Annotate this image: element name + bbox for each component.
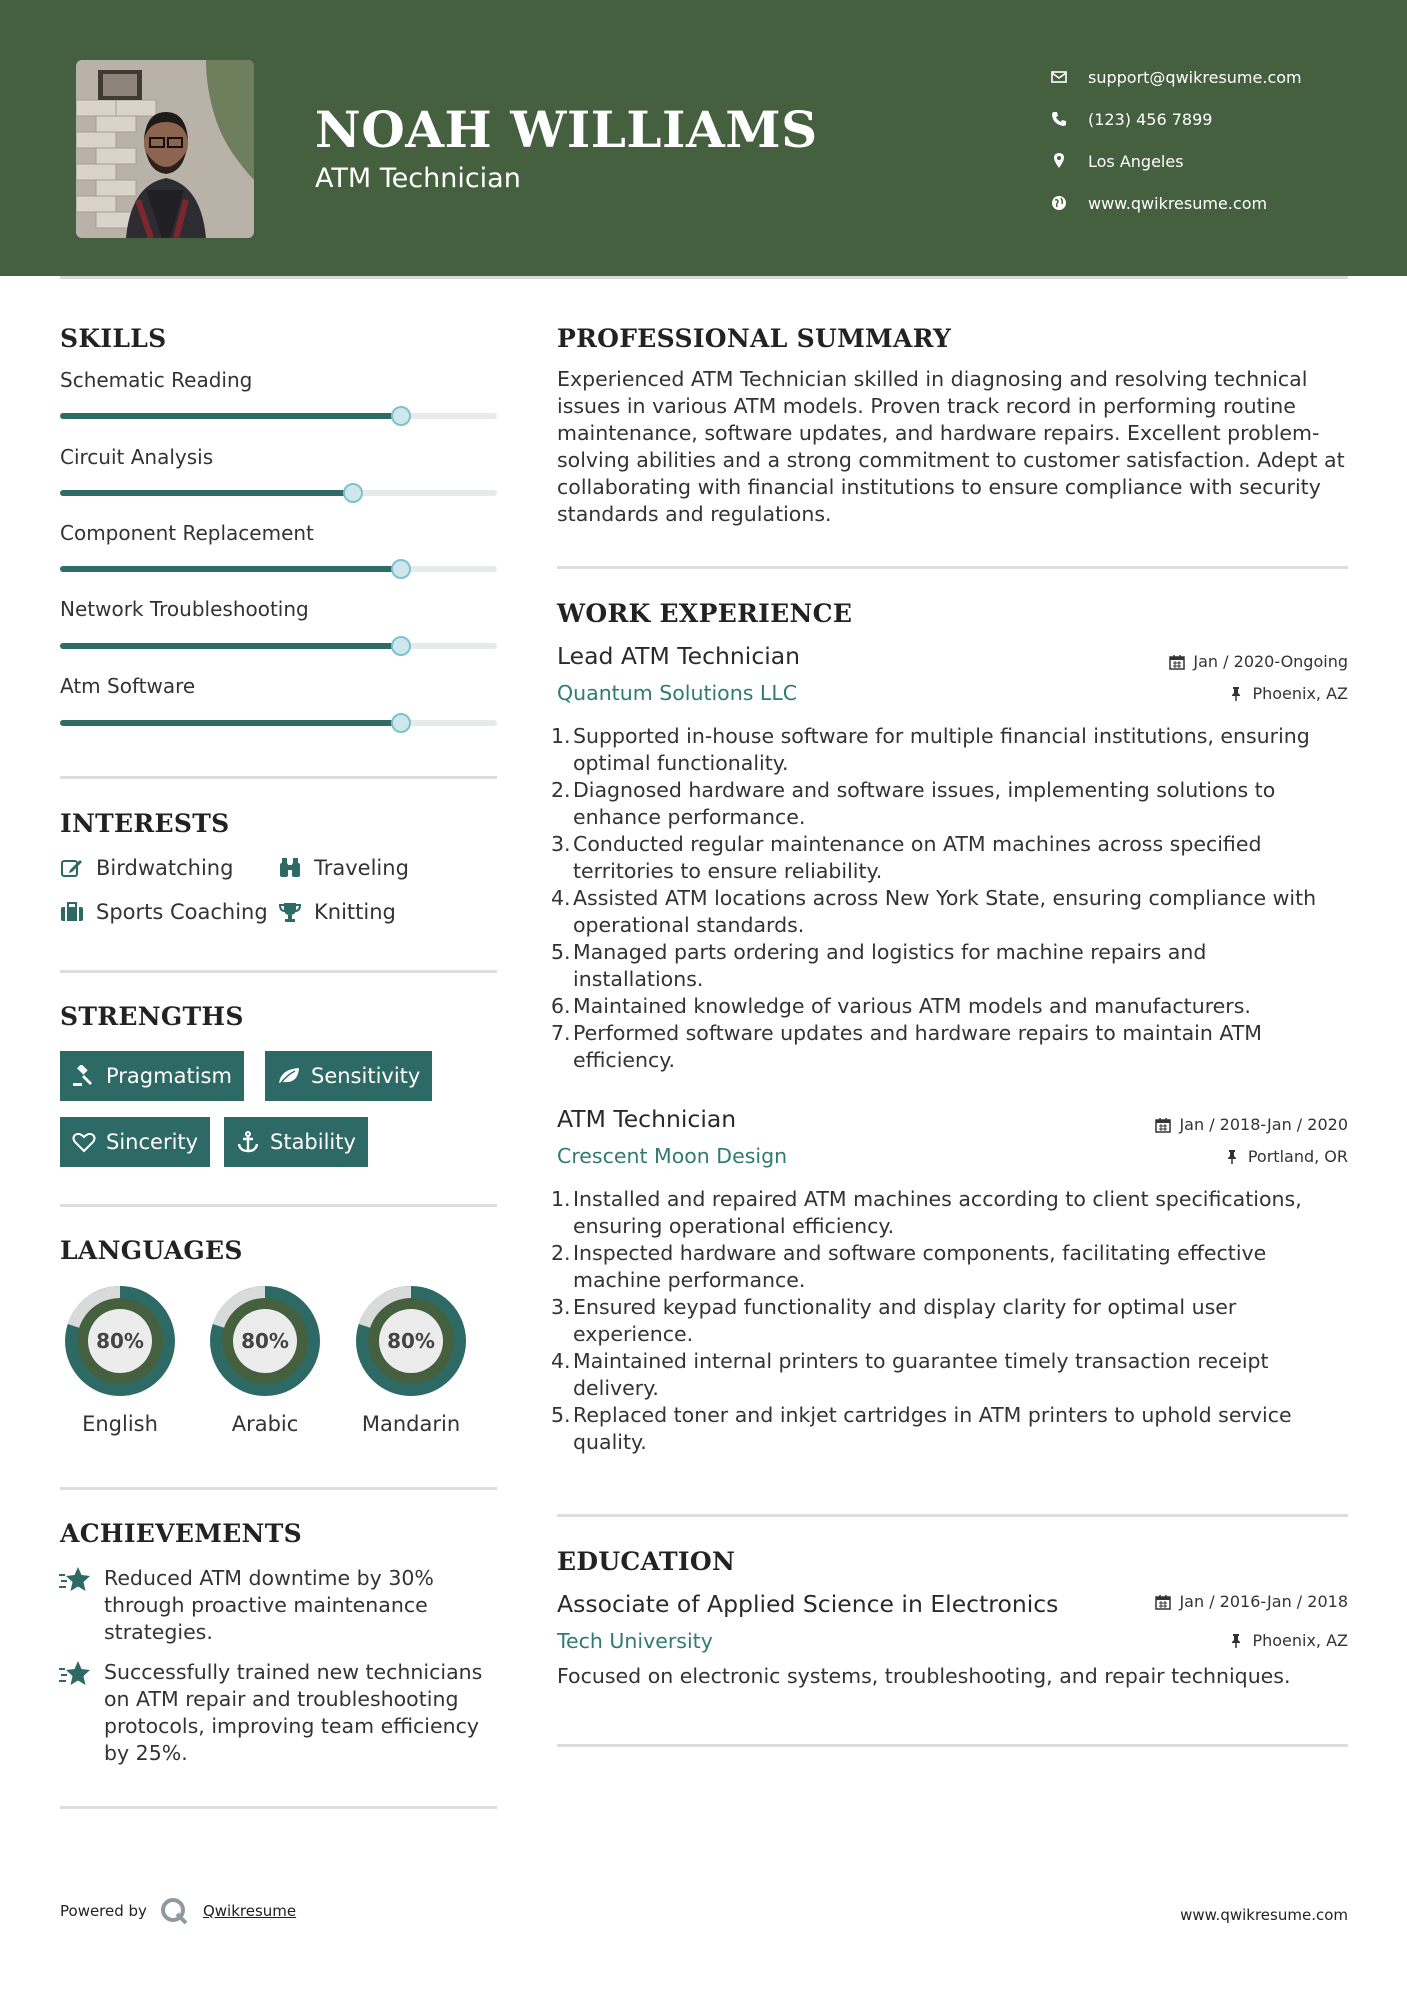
education-date-text: Jan / 2016-Jan / 2018 bbox=[1179, 1592, 1348, 1611]
education-degree: Associate of Applied Science in Electronics bbox=[557, 1590, 1059, 1618]
footer-powered-by bbox=[60, 1896, 296, 1926]
language-name: English bbox=[82, 1412, 158, 1436]
section-divider bbox=[60, 776, 497, 779]
list-item: 2. Inspected hardware and software components, facilitating effective machine performance. bbox=[551, 1240, 1341, 1294]
resume-header bbox=[0, 0, 1407, 276]
star-icon bbox=[58, 1659, 92, 1689]
job-title: ATM Technician bbox=[557, 1105, 737, 1133]
education-school: Tech University bbox=[557, 1629, 713, 1653]
interest-item bbox=[60, 900, 268, 924]
interest-label: Sports Coaching bbox=[96, 900, 268, 924]
contact-location bbox=[1050, 140, 1302, 182]
interest-label: Birdwatching bbox=[96, 856, 234, 880]
contact-email-text: support@qwikresume.com bbox=[1088, 67, 1302, 87]
section-divider bbox=[60, 1487, 497, 1490]
briefcase-icon bbox=[60, 901, 84, 923]
list-item: 3. Conducted regular maintenance on ATM machines across specified territories to ensure reliability. bbox=[551, 831, 1341, 885]
skill-label: Circuit Analysis bbox=[60, 445, 214, 469]
list-item: 4. Maintained internal printers to guarantee timely transaction receipt delivery. bbox=[551, 1348, 1341, 1402]
language-item bbox=[350, 1280, 472, 1436]
list-item: 4. Assisted ATM locations across New York State, ensuring compliance with operational standards. bbox=[551, 885, 1341, 939]
skill-bar-knob bbox=[391, 406, 411, 426]
candidate-title: ATM Technician bbox=[315, 163, 521, 194]
interest-item bbox=[278, 856, 409, 880]
strength-badge bbox=[60, 1051, 244, 1101]
achievement-text: Reduced ATM downtime by 30% through proactive maintenance strategies. bbox=[104, 1566, 434, 1644]
list-item: 5. Managed parts ordering and logistics for machine repairs and installations. bbox=[551, 939, 1341, 993]
skill-label: Network Troubleshooting bbox=[60, 597, 309, 621]
bullet-text: Conducted regular maintenance on ATM machines across specified territories to ensure reliability. bbox=[573, 832, 1262, 883]
strength-label: Stability bbox=[270, 1130, 356, 1154]
interest-item bbox=[60, 856, 233, 880]
qwikresume-link[interactable]: Qwikresume bbox=[202, 1902, 297, 1920]
bullet-text: Supported in-house software for multiple financial institutions, ensuring optimal functionality. bbox=[573, 724, 1310, 775]
strength-badge bbox=[224, 1117, 368, 1167]
strength-label: Sensitivity bbox=[311, 1064, 421, 1088]
skill-bar-fill bbox=[60, 566, 401, 572]
trophy-icon bbox=[278, 901, 302, 923]
skill-bar-knob bbox=[343, 483, 363, 503]
list-item: 1. Installed and repaired ATM machines according to client specifications, ensuring operational efficiency. bbox=[551, 1186, 1341, 1240]
list-item: 7. Performed software updates and hardware repairs to maintain ATM efficiency. bbox=[551, 1020, 1341, 1074]
language-name: Arabic bbox=[231, 1412, 299, 1436]
languages-heading: LANGUAGES bbox=[60, 1236, 243, 1265]
contact-email[interactable] bbox=[1050, 56, 1302, 98]
skill-bar-knob bbox=[391, 559, 411, 579]
job-bullets bbox=[551, 1186, 1341, 1456]
contact-list bbox=[1050, 56, 1302, 224]
achievement-item bbox=[58, 1565, 496, 1646]
achievements-heading: ACHIEVEMENTS bbox=[60, 1519, 302, 1548]
bullet-text: Maintained knowledge of various ATM models and manufacturers. bbox=[573, 994, 1251, 1018]
skills-heading: SKILLS bbox=[60, 324, 167, 353]
interest-label: Traveling bbox=[314, 856, 409, 880]
map-pin-icon bbox=[1050, 152, 1068, 170]
education-description: Focused on electronic systems, troubleshooting, and repair techniques. bbox=[557, 1664, 1291, 1688]
bullet-text: Assisted ATM locations across New York State, ensuring compliance with operational standards. bbox=[573, 886, 1317, 937]
job-company: Crescent Moon Design bbox=[557, 1144, 788, 1168]
language-percent: 80% bbox=[96, 1329, 144, 1353]
summary-text: Experienced ATM Technician skilled in diagnosing and resolving technical issues in various ATM models. Proven track record in performing routine maintenance, software updates, and hardware repairs. Excellent problem-solving abilities and a strong commitment to customer satisfaction. Adept at collaborating with financial institutions to ensure compliance with security standards and regulations. bbox=[557, 367, 1345, 526]
bullet-text: Installed and repaired ATM machines according to client specifications, ensuring operational efficiency. bbox=[573, 1187, 1302, 1238]
list-item: 5. Replaced toner and inkjet cartridges in ATM printers to uphold service quality. bbox=[551, 1402, 1341, 1456]
job-location-text: Portland, OR bbox=[1247, 1147, 1348, 1166]
footer-url[interactable]: www.qwikresume.com bbox=[1180, 1906, 1348, 1924]
bullet-text: Ensured keypad functionality and display clarity for optimal user experience. bbox=[573, 1295, 1237, 1346]
strengths-heading: STRENGTHS bbox=[60, 1002, 244, 1031]
heart-icon bbox=[72, 1131, 96, 1153]
job-date bbox=[1155, 1115, 1348, 1134]
calendar-icon bbox=[1155, 1117, 1171, 1133]
skill-bar-fill bbox=[60, 413, 401, 419]
contact-website[interactable] bbox=[1050, 182, 1302, 224]
achievement-item bbox=[58, 1659, 496, 1767]
list-item: 2. Diagnosed hardware and software issues, implementing solutions to enhance performance. bbox=[551, 777, 1341, 831]
leaf-icon bbox=[277, 1065, 301, 1087]
job-location bbox=[1228, 684, 1348, 703]
globe-icon bbox=[1050, 194, 1068, 212]
bullet-text: Managed parts ordering and logistics for machine repairs and installations. bbox=[573, 940, 1207, 991]
binoculars-icon bbox=[278, 857, 302, 879]
star-icon bbox=[58, 1565, 92, 1595]
pushpin-icon bbox=[1228, 1633, 1244, 1649]
job-date bbox=[1169, 652, 1348, 671]
summary-heading: PROFESSIONAL SUMMARY bbox=[557, 324, 952, 353]
education-date bbox=[1155, 1592, 1348, 1611]
bullet-text: Maintained internal printers to guarantee timely transaction receipt delivery. bbox=[573, 1349, 1269, 1400]
edit-icon bbox=[60, 857, 84, 879]
candidate-name: NOAH WILLIAMS bbox=[315, 100, 818, 159]
calendar-icon bbox=[1169, 654, 1185, 670]
bullet-text: Replaced toner and inkjet cartridges in ATM printers to uphold service quality. bbox=[573, 1403, 1292, 1454]
interest-item bbox=[278, 900, 396, 924]
skill-bar-fill bbox=[60, 643, 401, 649]
achievement-text: Successfully trained new technicians on ATM repair and troubleshooting protocols, improving team efficiency by 25%. bbox=[104, 1660, 483, 1765]
skill-bar-knob bbox=[391, 636, 411, 656]
section-divider bbox=[60, 1204, 497, 1207]
calendar-icon bbox=[1155, 1594, 1171, 1610]
strength-badge bbox=[265, 1051, 432, 1101]
language-item bbox=[59, 1280, 181, 1436]
section-divider bbox=[557, 566, 1348, 569]
job-bullets bbox=[551, 723, 1341, 1074]
gavel-icon bbox=[72, 1065, 96, 1087]
section-divider bbox=[557, 1514, 1348, 1517]
list-item: 6. Maintained knowledge of various ATM models and manufacturers. bbox=[551, 994, 1251, 1018]
section-divider bbox=[60, 1806, 497, 1809]
phone-icon bbox=[1050, 110, 1068, 128]
contact-location-text: Los Angeles bbox=[1088, 151, 1184, 171]
strength-label: Sincerity bbox=[106, 1130, 199, 1154]
language-percent: 80% bbox=[387, 1329, 435, 1353]
section-divider bbox=[60, 970, 497, 973]
skill-label: Atm Software bbox=[60, 674, 196, 698]
header-divider bbox=[60, 276, 1348, 279]
list-item: 1. Supported in-house software for multiple financial institutions, ensuring optimal functionality. bbox=[551, 723, 1341, 777]
contact-phone[interactable] bbox=[1050, 98, 1302, 140]
skill-bar-knob bbox=[391, 713, 411, 733]
bullet-text: Diagnosed hardware and software issues, implementing solutions to enhance performance. bbox=[573, 778, 1276, 829]
skill-label: Component Replacement bbox=[60, 521, 314, 545]
contact-phone-text: (123) 456 7899 bbox=[1088, 109, 1213, 129]
list-item: 3. Ensured keypad functionality and display clarity for optimal user experience. bbox=[551, 1294, 1341, 1348]
language-item bbox=[204, 1280, 326, 1436]
job-date-text: Jan / 2020-Ongoing bbox=[1193, 652, 1348, 671]
pushpin-icon bbox=[1224, 1149, 1240, 1165]
language-percent: 80% bbox=[241, 1329, 289, 1353]
interest-label: Knitting bbox=[314, 900, 396, 924]
envelope-icon bbox=[1050, 68, 1068, 86]
job-title: Lead ATM Technician bbox=[557, 642, 801, 670]
skill-label: Schematic Reading bbox=[60, 368, 253, 392]
bullet-text: Performed software updates and hardware repairs to maintain ATM efficiency. bbox=[573, 1021, 1262, 1072]
contact-website-text: www.qwikresume.com bbox=[1088, 193, 1268, 213]
education-location bbox=[1228, 1631, 1348, 1650]
strength-badge bbox=[60, 1117, 210, 1167]
education-location-text: Phoenix, AZ bbox=[1252, 1631, 1348, 1650]
interests-heading: INTERESTS bbox=[60, 809, 230, 838]
powered-by-text: Powered by bbox=[60, 1902, 147, 1920]
job-date-text: Jan / 2018-Jan / 2020 bbox=[1179, 1115, 1348, 1134]
strength-label: Pragmatism bbox=[106, 1064, 232, 1088]
job-location bbox=[1224, 1147, 1348, 1166]
skill-bar-fill bbox=[60, 490, 353, 496]
skill-bar-fill bbox=[60, 720, 401, 726]
bullet-text: Inspected hardware and software components, facilitating effective machine performance. bbox=[573, 1241, 1267, 1292]
anchor-icon bbox=[236, 1131, 260, 1153]
job-company: Quantum Solutions LLC bbox=[557, 681, 798, 705]
qwikresume-logo-icon bbox=[159, 1896, 189, 1926]
language-name: Mandarin bbox=[361, 1412, 461, 1436]
experience-heading: WORK EXPERIENCE bbox=[557, 599, 853, 628]
education-heading: EDUCATION bbox=[557, 1547, 736, 1576]
section-divider bbox=[557, 1744, 1348, 1747]
pushpin-icon bbox=[1228, 686, 1244, 702]
job-location-text: Phoenix, AZ bbox=[1252, 684, 1348, 703]
profile-photo bbox=[76, 60, 254, 238]
